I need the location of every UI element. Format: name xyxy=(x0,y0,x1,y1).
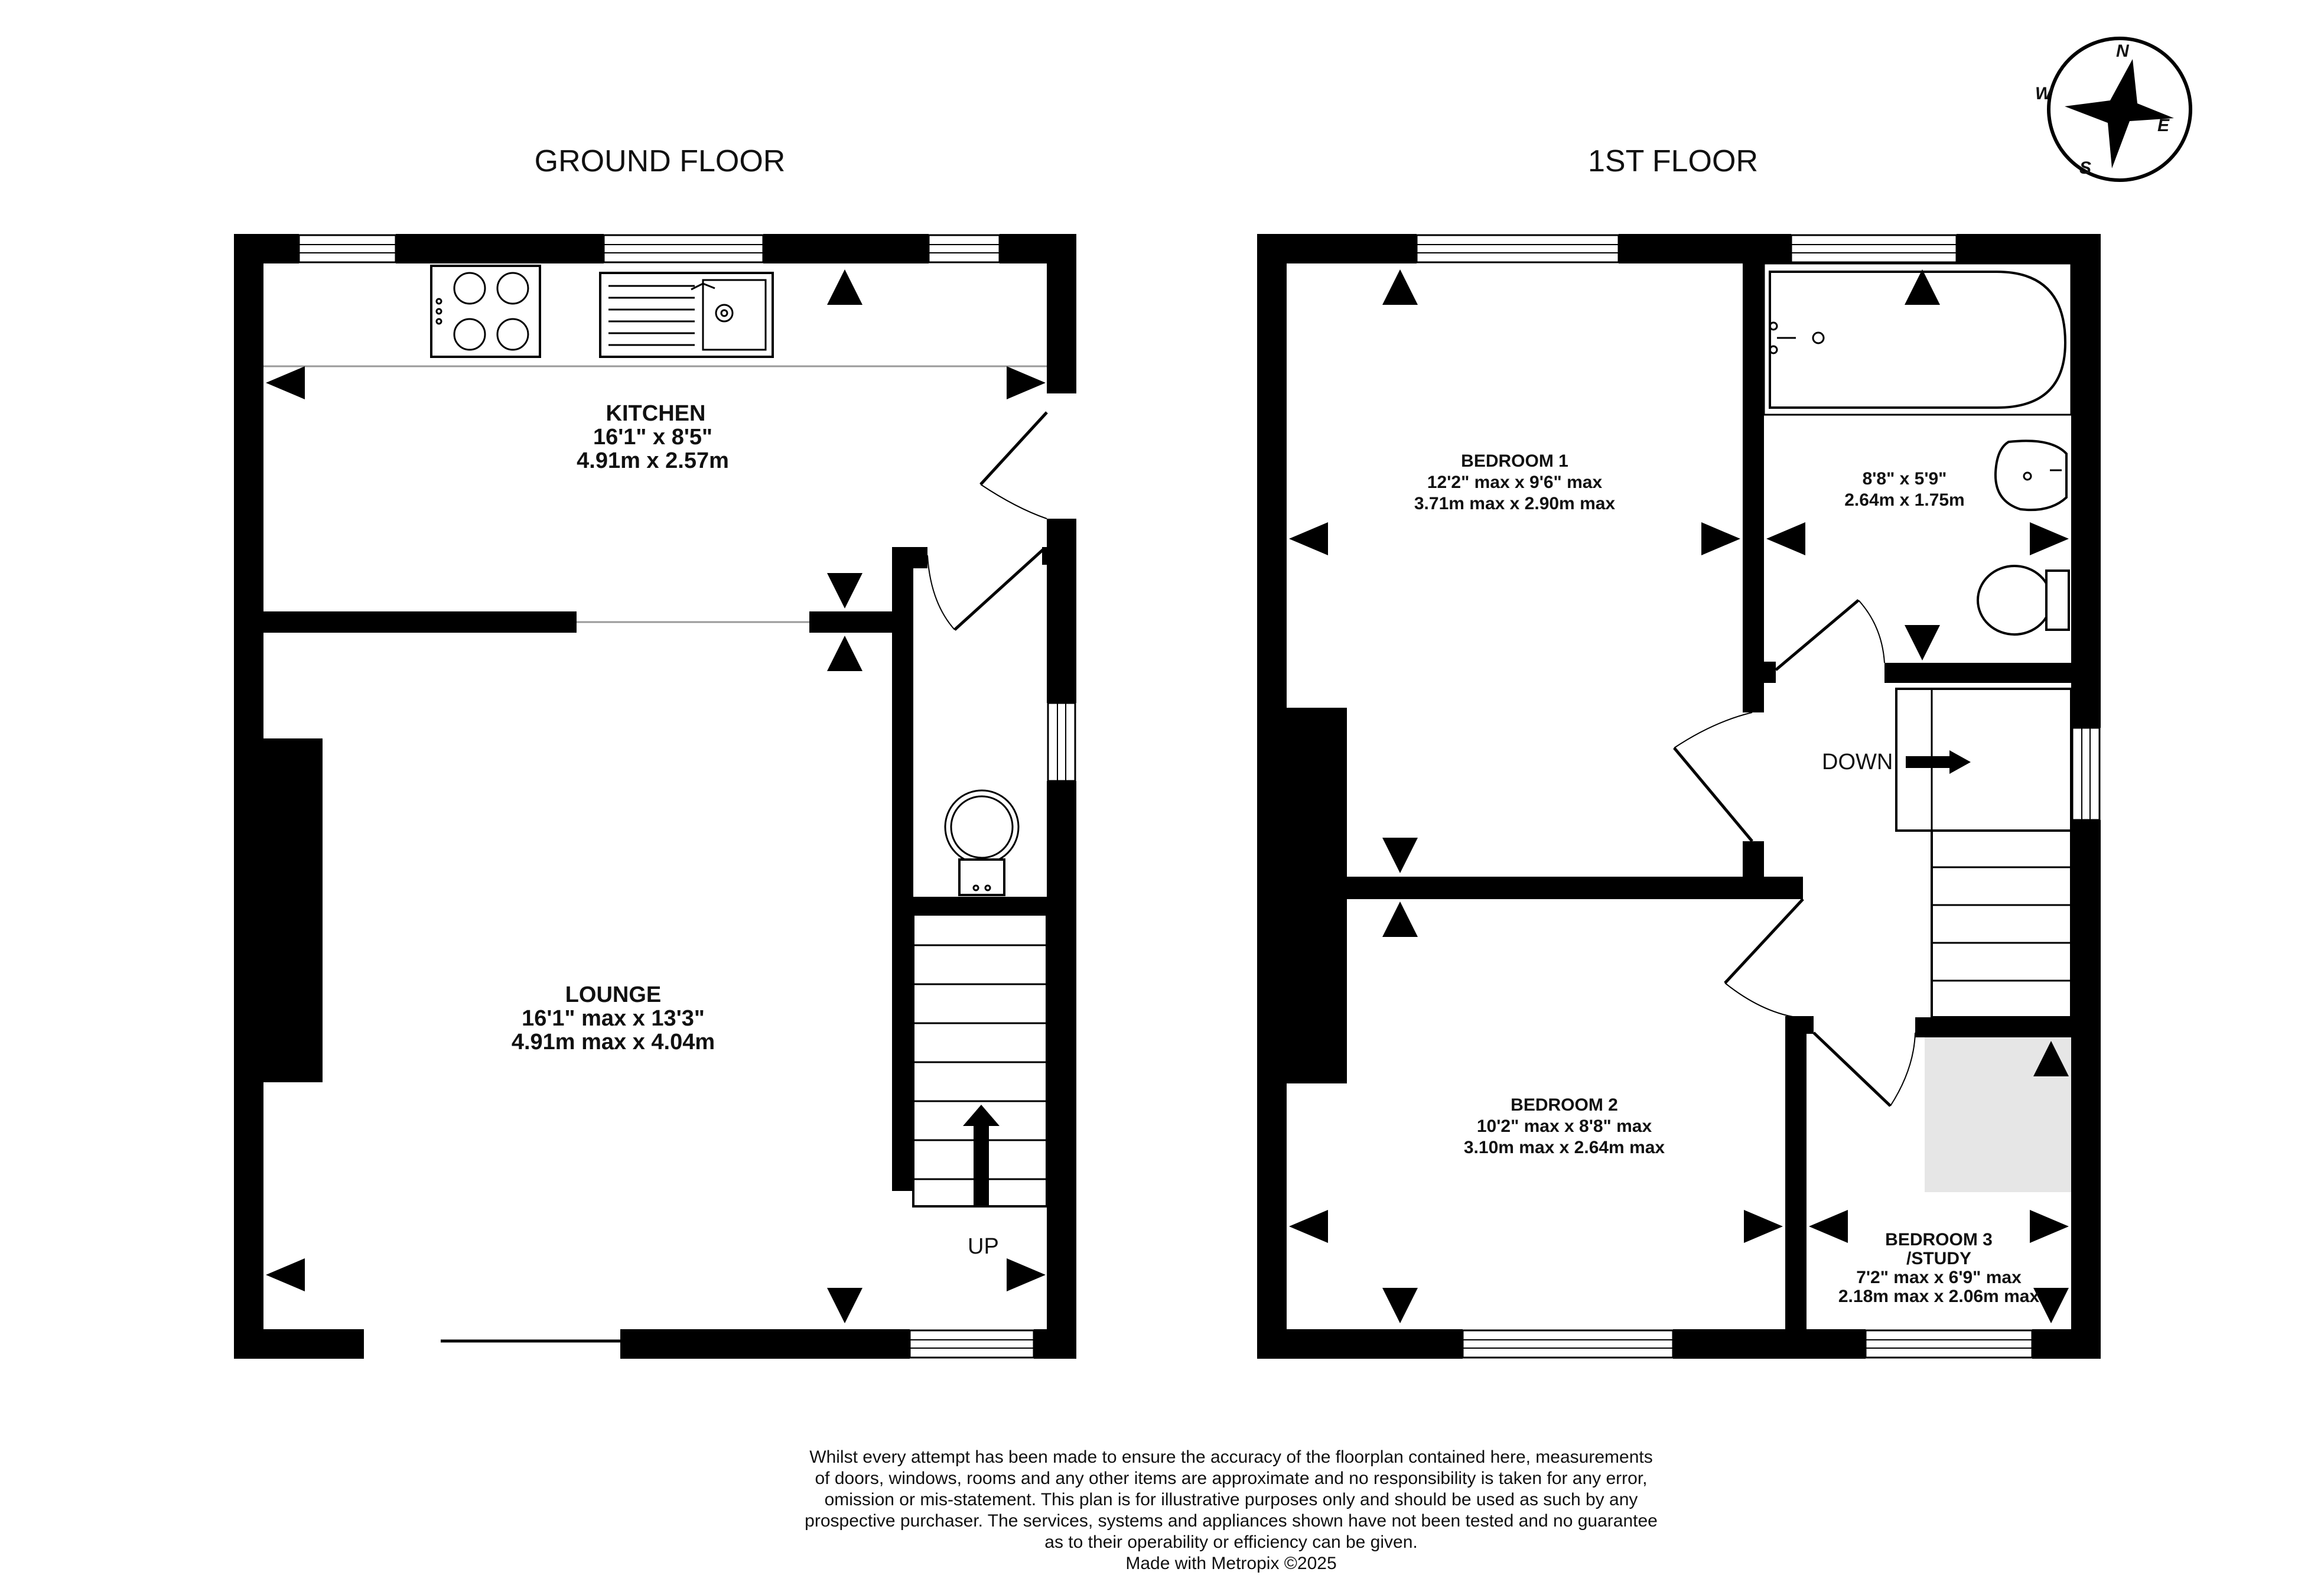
ff-basin-icon xyxy=(1996,441,2066,510)
compass-n: N xyxy=(2116,41,2129,61)
kitchen-name: KITCHEN xyxy=(606,401,706,426)
gf-window-top-3 xyxy=(929,235,1000,262)
ff-staircase xyxy=(1896,689,2071,1017)
marker-kitchen-left xyxy=(266,366,305,399)
bathroom-imperial: 8'8" x 5'9" xyxy=(1862,469,1947,489)
ff-wall-bed2-bed3 xyxy=(1785,1016,1807,1359)
gf-window-top-1 xyxy=(299,235,396,262)
ground-floor-plan xyxy=(234,144,1076,1359)
ff-wall-bath-landing xyxy=(1884,663,2071,683)
gf-stairs-up-arrow-icon xyxy=(963,1105,1000,1205)
disclaimer-line-4: prospective purchaser. The services, systems and appliances shown have not been tested and no guarantee xyxy=(805,1511,1658,1531)
bedroom3-name-line2: /STUDY xyxy=(1906,1249,1972,1268)
gf-window-right xyxy=(1048,703,1075,781)
compass-w: W xyxy=(2035,84,2052,103)
ff-bed3-door-swing xyxy=(1890,1033,1915,1106)
marker-bed1-right xyxy=(1701,522,1740,555)
marker-lounge-left xyxy=(266,1258,305,1291)
bedroom3-metric: 2.18m max x 2.06m max xyxy=(1838,1287,2040,1306)
ff-stairs-label: DOWN xyxy=(1822,750,1893,774)
sink-icon xyxy=(600,273,773,357)
gf-front-door xyxy=(981,412,1047,484)
kitchen-imperial: 16'1" x 8'5" xyxy=(593,425,713,450)
ff-window-bedroom1 xyxy=(1417,235,1619,262)
gf-stairs-label: UP xyxy=(968,1234,999,1259)
marker-bed2-top xyxy=(1382,901,1418,937)
bathroom-metric: 2.64m x 1.75m xyxy=(1844,490,1965,510)
marker-lounge-right xyxy=(1007,1258,1046,1291)
marker-bed2-left xyxy=(1289,1210,1328,1243)
ff-chimney-breast xyxy=(1287,708,1347,1083)
gf-wall-hall-left xyxy=(892,547,913,1191)
ff-wall-bed1-stub-low xyxy=(1743,841,1764,880)
ff-wall-bottom-left xyxy=(1257,1329,1463,1359)
gf-wall-bottom-mid xyxy=(620,1329,910,1359)
ff-toilet-icon xyxy=(1978,566,2069,634)
ff-wall-bottom-right xyxy=(2032,1329,2101,1359)
marker-bath-left xyxy=(1766,522,1805,555)
first-floor-plan xyxy=(1257,144,2101,1359)
gf-window-bottom xyxy=(910,1330,1034,1358)
marker-lounge-top xyxy=(827,636,862,671)
bedroom1-name: BEDROOM 1 xyxy=(1461,451,1568,471)
marker-bed1-bottom xyxy=(1382,838,1418,873)
ff-wall-right-top xyxy=(2071,234,2101,728)
gf-wall-right-low xyxy=(1047,781,1076,1359)
disclaimer-line-5: as to their operability or efficiency can be given. xyxy=(1044,1532,1418,1552)
ff-wall-bed2-bed3-stub xyxy=(1785,1016,1814,1034)
disclaimer-line-1: Whilst every attempt has been made to ensure the accuracy of the floorplan contained here, measurements xyxy=(809,1447,1653,1467)
bedroom2-name: BEDROOM 2 xyxy=(1511,1095,1618,1115)
bedroom3-name-line1: BEDROOM 3 xyxy=(1885,1230,1993,1249)
ff-window-bedroom3 xyxy=(1866,1330,2032,1358)
marker-bed1-left xyxy=(1289,522,1328,555)
gf-front-door-swing xyxy=(981,484,1047,519)
gf-chimney-breast xyxy=(263,738,323,1082)
bedroom2-imperial: 10'2" max x 8'8" max xyxy=(1476,1117,1652,1136)
marker-lounge-bottom xyxy=(827,1288,862,1323)
gf-wall-hall-top xyxy=(892,547,927,568)
ff-bed1-door-swing xyxy=(1674,712,1752,748)
bedroom1-metric: 3.71m max x 2.90m max xyxy=(1414,494,1616,513)
gf-wall-kitchen-lounge xyxy=(263,611,577,633)
gf-wall-top-mid xyxy=(396,234,604,263)
gf-wall-hall-stub xyxy=(1042,547,1054,565)
gf-wall-bottom-right xyxy=(1034,1329,1076,1359)
marker-kitchen-bottom xyxy=(827,573,862,608)
ff-wall-bed1-bath xyxy=(1743,234,1764,712)
gf-wall-stub xyxy=(809,611,892,633)
ff-bed3-door xyxy=(1814,1033,1890,1106)
gf-hall-door-swing xyxy=(927,555,955,630)
marker-bed3-left xyxy=(1809,1210,1848,1243)
marker-kitchen-right xyxy=(1007,366,1046,399)
ff-wall-landing-bed3 xyxy=(1915,1017,2071,1037)
first-floor-title: 1ST FLOOR xyxy=(1587,144,1759,178)
ff-wall-top-mid xyxy=(1619,234,1791,263)
bedroom1-imperial: 12'2" max x 9'6" max xyxy=(1427,473,1603,492)
marker-bath-right xyxy=(2030,522,2069,555)
bedroom2-metric: 3.10m max x 2.64m max xyxy=(1463,1138,1665,1157)
ff-bath-door-swing xyxy=(1858,600,1884,663)
compass-s: S xyxy=(2079,158,2092,178)
marker-kitchen-top xyxy=(827,269,862,305)
ff-bed2-door xyxy=(1725,899,1803,983)
disclaimer-line-3: omission or mis-statement. This plan is for illustrative purposes only and should be used as such by any xyxy=(824,1490,1638,1509)
ff-wall-left xyxy=(1257,234,1287,1359)
gf-wall-right-top xyxy=(1047,234,1076,393)
ff-bath-door xyxy=(1776,600,1858,670)
ff-bed2-door-swing xyxy=(1725,983,1796,1017)
marker-bed3-right xyxy=(2030,1210,2069,1243)
gf-hall-door xyxy=(955,549,1043,630)
marker-bath-bottom xyxy=(1905,625,1940,660)
lounge-name: LOUNGE xyxy=(565,982,662,1007)
gf-wall-stairs-top xyxy=(892,897,1047,914)
ff-stairs-down-arrow-icon xyxy=(1906,750,1971,774)
ff-wall-bottom-mid xyxy=(1673,1329,1866,1359)
disclaimer-line-6: Made with Metropix ©2025 xyxy=(1125,1554,1337,1573)
ground-floor-title: GROUND FLOOR xyxy=(534,144,786,178)
gf-window-top-2 xyxy=(604,235,763,262)
marker-bed2-bottom xyxy=(1382,1288,1418,1323)
hob-icon xyxy=(431,266,540,357)
disclaimer-line-2: of doors, windows, rooms and any other items are approximate and no responsibility is taken for any error, xyxy=(815,1469,1648,1488)
gf-wall-top-mid2 xyxy=(763,234,929,263)
ff-window-landing xyxy=(2072,728,2100,820)
kitchen-metric: 4.91m x 2.57m xyxy=(577,448,729,473)
ff-wall-bed1-bath-stub xyxy=(1743,662,1776,683)
compass xyxy=(2035,38,2190,180)
gf-wall-left xyxy=(234,234,263,1359)
ff-wall-right-low xyxy=(2071,820,2101,1359)
compass-star-icon xyxy=(2065,59,2174,168)
disclaimer xyxy=(805,1447,1658,1573)
lounge-imperial: 16'1" max x 13'3" xyxy=(522,1006,705,1031)
compass-e: E xyxy=(2157,116,2170,135)
ff-window-bedroom2 xyxy=(1463,1330,1673,1358)
gf-wall-bottom-left xyxy=(234,1329,364,1359)
lounge-metric: 4.91m max x 4.04m xyxy=(511,1030,715,1055)
ff-bed1-door xyxy=(1674,748,1752,841)
bedroom3-imperial: 7'2" max x 6'9" max xyxy=(1856,1268,2022,1287)
marker-bed2-right xyxy=(1744,1210,1783,1243)
ff-wall-bed1-bed2 xyxy=(1347,877,1803,899)
gf-toilet-icon xyxy=(945,790,1018,895)
gf-wall-right-mid xyxy=(1047,519,1076,703)
marker-bed1-top xyxy=(1382,269,1418,305)
ff-window-bathroom xyxy=(1791,235,1957,262)
